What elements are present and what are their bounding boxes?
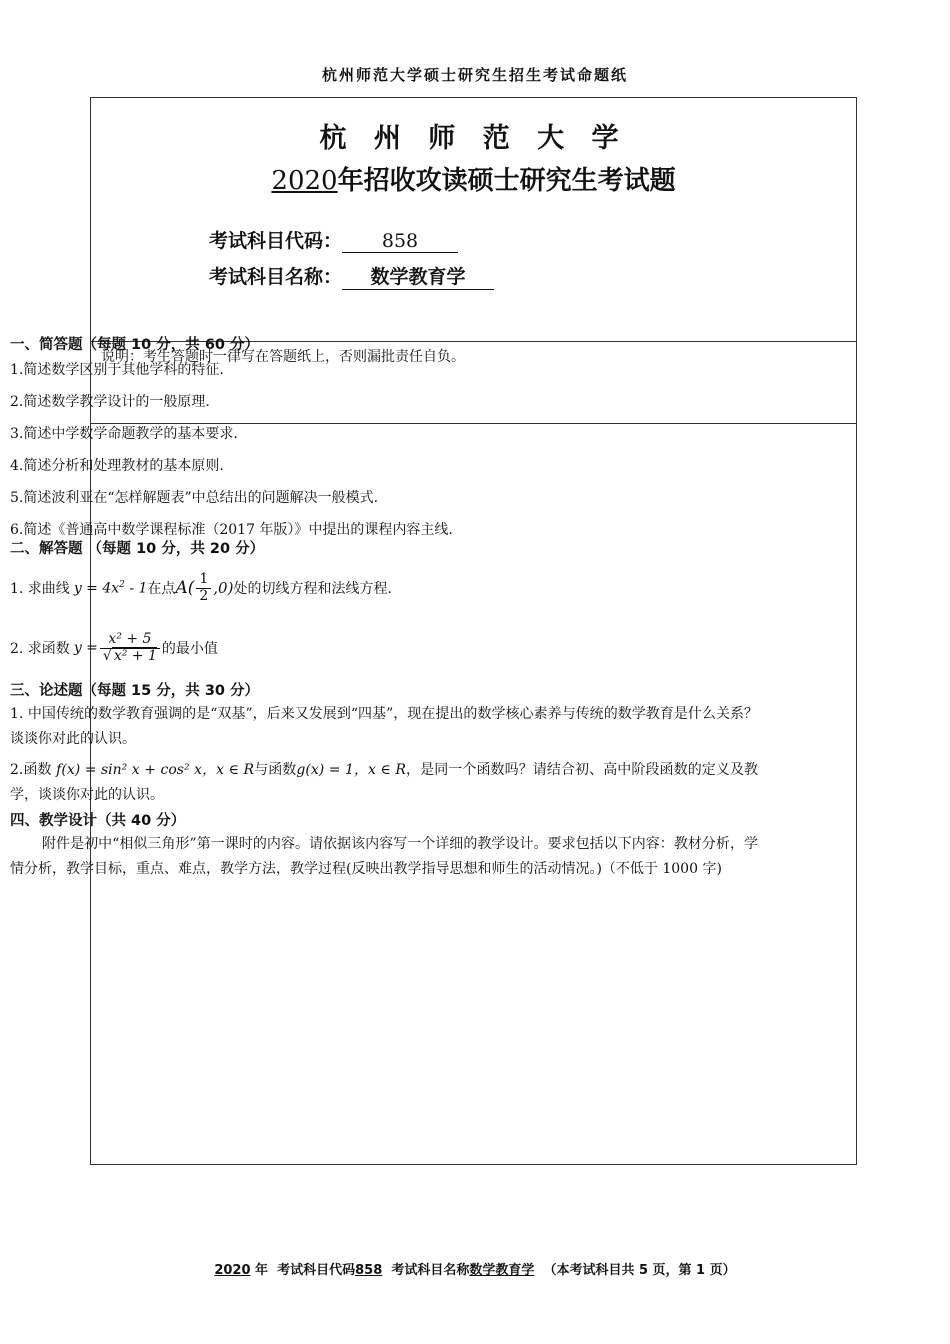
q32-cond2: ，x ∈ R [353,762,406,778]
q32-prefix: 2.函数 [10,762,52,778]
footer-code: 858 [355,1263,383,1278]
question-4-text: 附件是初中“相似三角形”第一课时的内容。请依据该内容写一个详细的教学设计。要求包括以下内容：教材分析，学情分析，教学目标，重点、难点，教学方法，教学过程(反映出教学指导思想和师生的活动情况。)（不低于 1000 字) [10,836,758,877]
q21-point-tail: ,0) [213,579,234,597]
question-1-2: 2.简述数学教学设计的一般原理. [10,394,210,410]
q21-suffix: 处的切线方程和法线方程. [233,581,392,597]
title-block [91,98,856,342]
q22-num: x² + 5 [100,632,160,648]
section1-heading: 一、简答题（每题 10 分，共 60 分） [10,337,260,353]
q21-prefix: 1. 求曲线 [10,581,70,597]
q22-den-wrap: √ x² + 1 [102,647,157,664]
instructions-note: 说明：考生答题时一律写在答题纸上，否则漏批责任自负。 [101,349,465,365]
paper-header: 杭州师范大学硕士研究生招生考试命题纸 [321,66,628,84]
q22-suffix: 的最小值 [161,641,218,657]
footer-year-suffix: 年 [250,1263,269,1278]
questions-body [10,334,758,882]
q22-lhs: y = [73,640,98,656]
q32-g: g(x) = 1 [296,762,354,778]
question-1-6: 6.简述《普通高中数学课程标准（2017 年版）》中提出的课程内容主线. [10,522,453,538]
q21-frac-den: 2 [199,587,209,604]
exam-title [91,160,856,197]
question-1-3: 3.简述中学数学命题教学的基本要求. [10,426,238,442]
university-name: 杭 州 师 范 大 学 [319,123,628,154]
question-3-1: 1. 中国传统的数学教育强调的是“双基”，后来又发展到“四基”，现在提出的数学核心素养与传统的数学教育是什么关系？谈谈你对此的认识。 [10,706,758,747]
footer-year: 2020 [214,1263,251,1278]
q21-mid: 在点 [147,581,176,597]
q21-frac-num: 1 [196,572,211,588]
section4-heading: 四、教学设计（共 40 分） [10,813,186,829]
q22-prefix: 2. 求函数 [10,641,70,657]
q21-equation [74,580,148,597]
subject-code-value: 858 [342,230,458,253]
q21-eq-tail: - 1 [124,580,148,597]
subject-name-value: 数学教育学 [342,262,494,290]
section1-list [10,356,758,538]
q22-den: x² + 1 [113,647,157,664]
q32-suffix: ，是同一个函数吗？请结合初、高中阶段函数的定义及教学，谈谈你对此的认识。 [10,762,759,803]
subject-code-label: 考试科目代码： [209,230,343,252]
subject-name-label: 考试科目名称： [209,266,343,288]
question-3-2 [10,758,758,808]
question-1-4: 4.简述分析和处理教材的基本原则. [10,458,224,474]
exam-year: 2020 [271,166,338,196]
q21-eq: y = 4x [73,580,120,597]
exam-title-text: 年招收攻读硕士研究生考试题 [337,166,676,196]
q21-fraction [196,572,211,604]
subject-code-row [209,226,458,253]
section3-heading: 三、论述题（每题 15 分，共 30 分） [10,683,260,699]
footer-name: 数学教育学 [469,1263,535,1278]
footer-name-label: 考试科目名称 [391,1263,470,1278]
q21-exp: 2 [119,579,125,590]
q32-f: f(x) = sin² x + cos² x [56,762,202,778]
question-1-1: 1.简述数学区别于其他学科的特征. [10,362,224,378]
q32-mid: 与函数 [254,762,297,778]
page-footer [0,1259,950,1278]
q32-cond1: ，x ∈ R [202,762,255,778]
subject-name-row [209,262,494,290]
question-2-2 [10,616,758,680]
question-1-5: 5.简述波利亚在“怎样解题表”中总结出的问题解决一般模式. [10,490,379,506]
footer-code-label: 考试科目代码 [277,1263,356,1278]
q22-fraction [100,632,160,664]
section2-heading: 二、解答题 （每题 10 分，共 20 分） [10,541,265,557]
footer-pages: （本考试科目共 5 页，第 1 页） [543,1263,736,1278]
question-2-1 [10,560,758,616]
q21-point: A( [175,578,195,598]
